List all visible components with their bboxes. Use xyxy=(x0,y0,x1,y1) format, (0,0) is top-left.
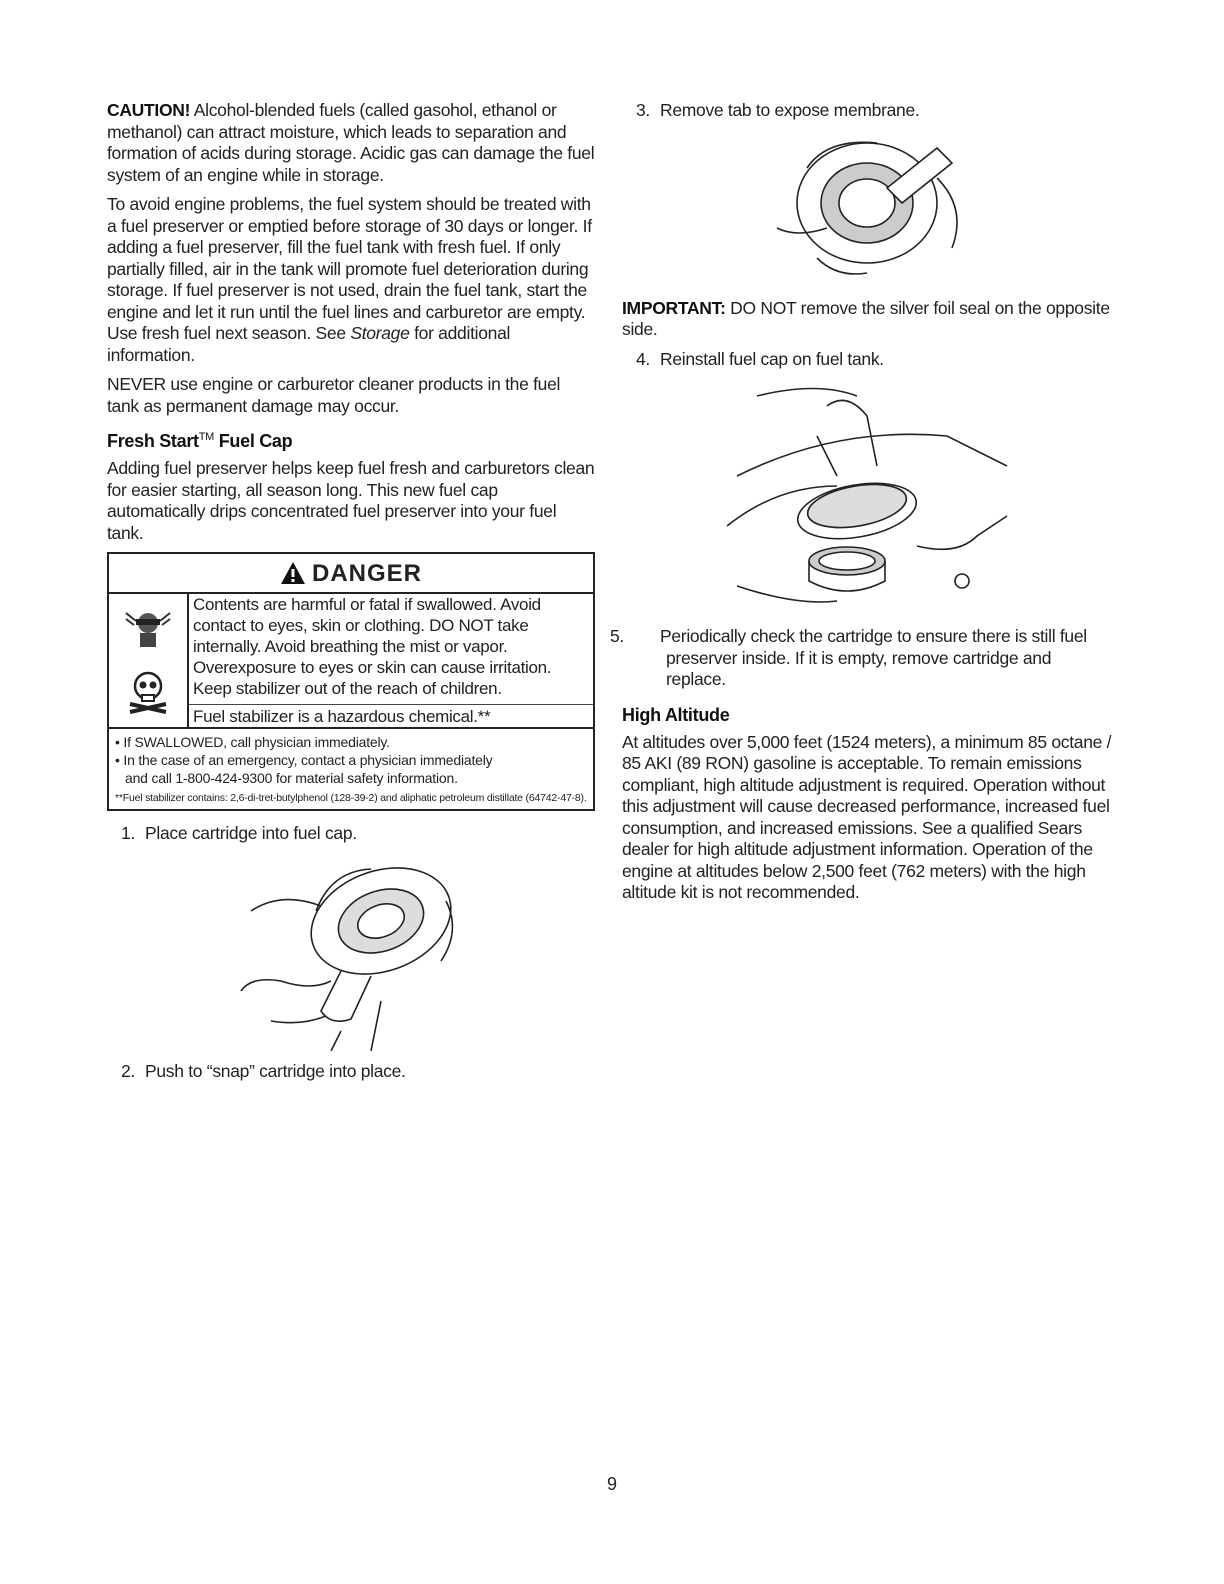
left-column xyxy=(107,100,595,1088)
high-altitude-paragraph: At altitudes over 5,000 feet (1524 meters), a minimum 85 octane / 85 AKI (89 RON) gasoline is acceptable. To remain emissions compliant, high altitude adjustment is required. Operation without this adjustment will cause decreased performance, increased fuel consumption, and increased emissions. See a qualified Sears dealer for high altitude adjustment information. Operation of the engine at altitudes below 2,500 feet (762 meters) with the high altitude kit is not recommended. xyxy=(622,731,1112,902)
danger-text-column xyxy=(189,594,593,727)
step-text: Push to “snap” cartridge into place. xyxy=(145,1060,406,1081)
step-text: Periodically check the cartridge to ensure there is still fuel preserver inside. If it is empty, remove cartridge and replace. xyxy=(660,626,1087,689)
skull-crossbones-icon xyxy=(126,670,170,714)
danger-box xyxy=(107,552,595,811)
step-text: Reinstall fuel cap on fuel tank. xyxy=(660,348,884,369)
reinstall-cap-illustration xyxy=(717,376,1017,616)
fresh-start-heading-text: Fresh Start xyxy=(107,431,199,451)
step-text: Place cartridge into fuel cap. xyxy=(145,823,357,843)
danger-footnote: **Fuel stabilizer contains: 2,6-di-tret-butylphenol (128-39-2) and aliphatic petroleum distillate (64742-47-8). xyxy=(115,792,587,804)
important-text: DO NOT remove the silver foil seal on the opposite side. xyxy=(622,297,1110,339)
danger-line: Contents are harmful or fatal if swallowed. Avoid xyxy=(193,595,541,614)
step-5 xyxy=(610,626,1112,691)
danger-line: internally. Avoid breathing the mist or vapor. xyxy=(193,637,508,656)
danger-title: DANGER xyxy=(311,560,422,587)
caution-text: Alcohol-blended fuels (called gasohol, ethanol or methanol) can attract moisture, which leads to separation and formation of acids during storage. Acidic gas can damage the fuel system of an engine while in storage. xyxy=(107,100,595,185)
step-3 xyxy=(622,100,1112,122)
danger-bullet: • If SWALLOWED, call physician immediately. xyxy=(115,734,390,750)
important-label: IMPORTANT: xyxy=(622,297,726,318)
step-1 xyxy=(107,823,595,845)
fuel-treatment-tail: for additional information. xyxy=(107,323,511,365)
page-number: 9 xyxy=(606,1474,617,1494)
fresh-start-paragraph: Adding fuel preserver helps keep fuel fresh and carburetors clean for easier starting, all season long. This new fuel cap automatically drips concentrated fuel preserver into your fuel tank. xyxy=(107,458,595,543)
danger-bullet: • In the case of an emergency, contact a physician immediately xyxy=(115,752,493,768)
danger-bullet-continued: and call 1-800-424-9300 for material safety information. xyxy=(125,770,458,786)
fresh-start-heading-tail: Fuel Cap xyxy=(214,431,293,451)
cartridge-into-cap-illustration xyxy=(221,851,481,1051)
remove-tab-illustration xyxy=(737,128,997,288)
step-2 xyxy=(107,1061,595,1083)
caution-paragraph xyxy=(107,100,595,186)
step-number: 5. xyxy=(610,626,624,646)
fuel-treatment-text: To avoid engine problems, the fuel system should be treated with a fuel preserver or emptied before storage of 30 days or longer. If adding a fuel preserver, fill the fuel tank with fresh fuel. If only partially filled, air in the tank will promote fuel deterioration during storage. If fuel preserver is not used, drain the fuel tank, start the engine and let it run until the fuel lines and carburetor are empty. Use fresh fuel next season. See xyxy=(107,194,592,343)
danger-line: Keep stabilizer out of the reach of children. xyxy=(193,679,502,698)
storage-reference: Storage xyxy=(350,323,410,343)
danger-icon-column xyxy=(109,594,189,727)
fresh-start-heading xyxy=(107,431,595,452)
fuel-treatment-paragraph xyxy=(107,194,595,366)
step-4 xyxy=(622,349,1112,371)
right-column xyxy=(610,100,1112,912)
high-altitude-heading: High Altitude xyxy=(622,704,730,725)
step-number: 3. xyxy=(636,100,650,120)
eye-protection-icon xyxy=(122,607,174,651)
danger-line: Overexposure to eyes or skin can cause irritation. xyxy=(193,658,552,677)
danger-instructions xyxy=(109,729,593,809)
danger-line: contact to eyes, skin or clothing. DO NOT take xyxy=(193,616,529,635)
danger-header xyxy=(109,554,593,594)
danger-body xyxy=(109,594,593,729)
warning-triangle-icon xyxy=(280,561,306,585)
trademark-mark: TM xyxy=(198,431,215,443)
never-cleaner-paragraph: NEVER use engine or carburetor cleaner products in the fuel tank as permanent damage may occur. xyxy=(107,374,561,416)
step-number: 2. xyxy=(121,1060,135,1081)
hazard-line: Fuel stabilizer is a hazardous chemical.** xyxy=(189,704,593,727)
step-text: Remove tab to expose membrane. xyxy=(660,100,920,120)
step-number: 4. xyxy=(636,348,650,369)
caution-label: CAUTION! xyxy=(107,100,191,120)
step-number: 1. xyxy=(121,823,135,843)
important-paragraph xyxy=(622,298,1112,341)
